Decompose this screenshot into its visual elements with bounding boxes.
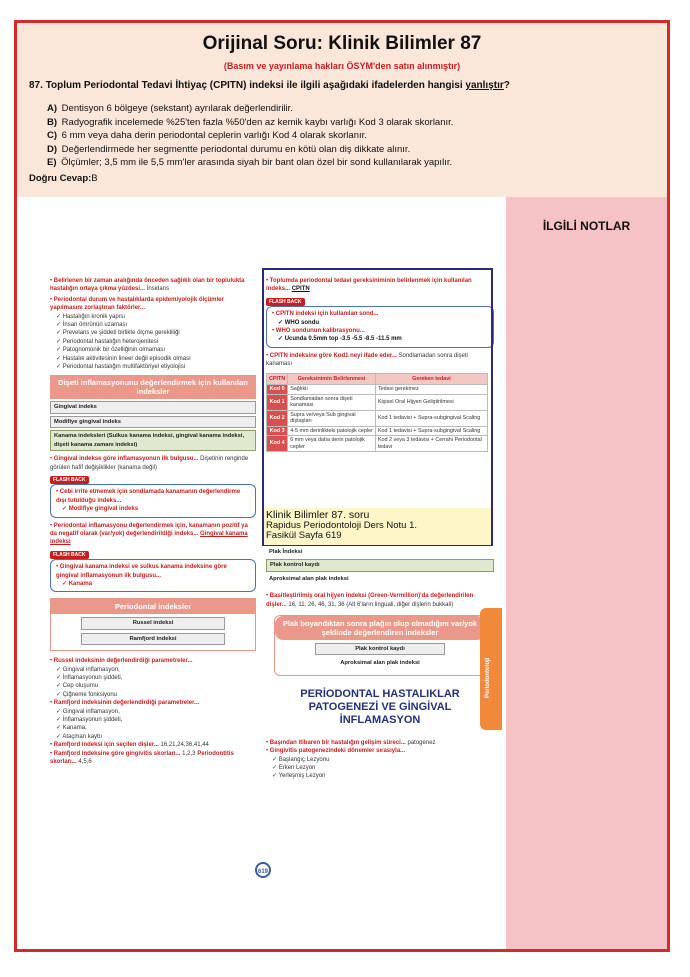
section-title: PERİODONTAL HASTALIKLAR PATOGENEZİ VE GİNGİVAL İNFLAMASYON xyxy=(300,687,460,726)
table-row: Gingival indeks xyxy=(50,401,256,413)
option-d xyxy=(47,143,657,157)
list-item: ✓ Hastalık aktivitesinin lineer değil episodik olması xyxy=(56,355,191,362)
option-letter: E) xyxy=(47,157,57,168)
list-item: ✓ Periodontal hastalığın heterojenitesi xyxy=(56,338,159,345)
table-row: Plak İndeksi xyxy=(266,547,494,557)
table-row: Russel indeksi xyxy=(81,617,225,629)
flashback-badge: FLASH BACK xyxy=(266,298,305,306)
option-text: 6 mm veya daha derin periodontal ceplerin varlığı Kod 4 olarak skorlanır. xyxy=(61,130,367,141)
page-title: Orijinal Soru: Klinik Bilimler 87 xyxy=(202,33,482,54)
list-item: ✓ Gingival inflamasyon, xyxy=(56,666,120,673)
question-keyword: yanlıştır xyxy=(465,80,504,91)
option-letter: A) xyxy=(47,103,58,114)
flashback-badge: FLASH BACK xyxy=(50,476,89,484)
list-item: ✓ Çiğneme fonksiyonu xyxy=(56,691,118,698)
section-tab xyxy=(480,608,502,730)
box-title: Plak boyandıktan sonra plağın olup olmadığını var/yok şeklinde değerlendiren indeksler xyxy=(275,616,485,640)
option-text: Dentisyon 6 bölgeye (sekstant) ayrılarak değerlendirilir. xyxy=(61,103,293,114)
list-item: ✓ Prevelans ve şiddeti birlikte ölçme gerekliliği xyxy=(56,330,180,337)
options-list xyxy=(47,102,657,170)
reference-note xyxy=(264,508,491,545)
gingival-indices-box xyxy=(50,375,256,451)
highlight-frame xyxy=(262,268,493,546)
list-item: ✓ Hastalığın kronik yapısı xyxy=(56,313,126,320)
option-b xyxy=(47,116,657,130)
left-column xyxy=(50,277,256,766)
reference-line: Fasikül Sayfa 619 xyxy=(266,530,342,541)
option-letter: D) xyxy=(47,143,58,155)
table-header: Gereken tedavi xyxy=(375,373,487,385)
option-a xyxy=(47,102,657,116)
table-row: Kod 3 4-5 mm derinlikteki patolojik cepler Kod 1 tedavisi + Supra-subgingival Scaling xyxy=(267,426,488,436)
list-item: ✓ Periodontal hastalığın multifaktöriyel etiyolojisi xyxy=(56,364,186,371)
flashback-box: FLASH BACK • Gingival kanama indeksi ve sulkus kanama indeksine göre gingival inflamasyonun ilk bulgusu... ✓ Kanama xyxy=(50,551,256,593)
copyright-note: (Basım ve yayınlama hakları ÖSYM'den satın alınmıştır) xyxy=(223,61,461,71)
note-gingival-index: • Gingival indekse göre inflamasyonun ilk bulgusu... Dişetinin renginde görülen hafif değişiklikler (kanama değil) xyxy=(50,456,249,471)
box-title: Periodontal indeksler xyxy=(51,599,255,614)
answer-value: B xyxy=(91,173,98,184)
page-number: 619 xyxy=(255,862,271,878)
list-item: ✓ Ataçman kaybı xyxy=(56,733,103,740)
list-item: ✓ İnflamasyonun şiddeti, xyxy=(56,675,123,681)
notes-title: İLGİLİ NOTLAR xyxy=(542,219,631,233)
note-ohi: • Basitleştirilmiş oral hijyen indeksi (Green-Vermillion)'da değerlendirilen dişler... 16, 11, 26, 46, 31, 36 (Alt 6'ların linguali, diğer dişlerin bukkali) xyxy=(266,593,474,608)
table-header: CPITN xyxy=(267,373,288,385)
reference-line: Klinik Bilimler 87. soru xyxy=(266,509,370,521)
question-stem xyxy=(29,79,654,92)
list-item: ✓ Cep oluşumu xyxy=(56,683,99,690)
table-row: Kod 0 Sağlıklı Tedavi gerekmez xyxy=(267,385,488,395)
note-gingivitis-stages: • Gingivitis patogenezindeki dönemler sırasıyla... xyxy=(266,748,406,755)
table-row: Kanama indeksleri (Sulkus kanama indeksi, gingival kanama indeksi, dişeti kanama zamanı indeksi) xyxy=(50,430,256,451)
table-row: Kod 2 Supra ve/veya Sub gingival diştaşları Kod 1 tedavisi + Supra-subgingival Scaling xyxy=(267,410,488,426)
note-ramfjord: • Ramfjord indeksinin değerlendirdiği parametreler... xyxy=(50,700,200,707)
section-tab-label: Periodontoloji xyxy=(485,657,491,698)
option-text: Ölçümler; 3,5 mm ile 5,5 mm'ler arasında siyah bir bant olan özel bir sond kullanılarak yapılır. xyxy=(61,157,453,168)
right-column-lower xyxy=(266,545,494,781)
list-item: ✓ Erken Lezyon xyxy=(272,765,316,772)
table-row: Plak kontrol kaydı xyxy=(315,643,445,655)
correct-answer xyxy=(29,173,98,184)
option-c xyxy=(47,129,657,143)
option-letter: B) xyxy=(47,116,58,128)
box-title: Dişeti inflamasyonunu değerlendirmek için kullanılan indeksler xyxy=(50,375,256,399)
flashback-badge: FLASH BACK xyxy=(50,551,89,559)
question-number: 87. xyxy=(29,80,43,91)
table-header: Gereksinimin Belirlenmesi xyxy=(288,373,376,385)
list-item: ✓ Kanama, xyxy=(56,725,87,732)
question-text: Toplum Periodontal Tedavi İhtiyaç (CPITN) indeksi ile ilgili aşağıdaki ifadelerden hangisi xyxy=(45,80,463,91)
list-item: ✓ İnsan ömrünün uzaması xyxy=(56,322,128,329)
note-bleeding-index: • Periodontal inflamasyonu değerlendirmek için, kanamanın pozitif ya da negatif olarak (var/yok) değerlendirildiği indeks... Gingival kanama indeksi xyxy=(50,522,248,546)
table-row: Modifiye gingival indeks xyxy=(50,416,256,428)
reference-line: Rapidus Periodontoloji Ders Notu 1. xyxy=(266,519,418,531)
note-ramfjord-scores: • Ramfjord indeksine göre gingivitis skorları... 1,2,3 Periodontitis skorları... 4,5,6 xyxy=(50,750,234,766)
notes-panel xyxy=(506,197,667,949)
table-row: Aproksimal alan plak indeksi xyxy=(315,658,445,668)
list-item: ✓ İnflamasyonun şiddeti, xyxy=(56,717,123,724)
option-text: Radyografik incelemede %25'ten fazla %50'den az kemik kaybı varlığı Kod 3 olarak skorlanır. xyxy=(61,116,454,128)
flashback-answer: ✓ Ucunda 0.5mm top -3.5 -5.5 -8.5 -11.5 mm xyxy=(278,336,402,343)
plaque-indices-box xyxy=(274,615,486,676)
note-incidence: • Belirlenen bir zaman aralığında önceden sağlıklı olan bir toplulukta hastalığın ortaya çıkma yüzdesi... İnsidans xyxy=(50,278,245,293)
flashback-box: FLASH BACK • CPITN indeksi için kullanılan sond... ✓ WHO sondu • WHO sondunun kalibrasyonu... ✓ Ucunda 0.5mm top -3.5 -5.5 -8.5 -11.5 mm xyxy=(266,298,494,348)
question-panel xyxy=(17,23,667,197)
flashback-answer: ✓ WHO sondu xyxy=(278,319,320,326)
note-russel: • Russel indeksinin değerlendirdiği parametreler... xyxy=(50,658,193,665)
note-pathogenesis: • Başından itibaren bir hastalığın gelişim süreci... patogenez xyxy=(266,739,436,746)
question-mark: ? xyxy=(503,80,510,91)
bottom-divider xyxy=(17,949,667,952)
option-e xyxy=(47,156,657,170)
flashback-box: FLASH BACK • Cebi irrite etmemek için sondlamada kanamanın değerlendirme dışı tutulduğu indeks... ✓ Modifiye gingival indeks xyxy=(50,476,256,518)
periodontal-indices-box xyxy=(50,598,256,651)
table-row: Kod 1 Sondlamadan sonra dişeti kanaması Kişisel Oral Hijyen Geliştirilmesi xyxy=(267,394,488,410)
option-letter: C) xyxy=(47,130,58,141)
list-item: ✓ Patognomonik bir özelliğinin olmaması xyxy=(56,347,166,354)
list-item: ✓ Başlangıç Lezyonu xyxy=(272,756,330,763)
answer-label: Doğru Cevap: xyxy=(29,173,92,184)
table-row: Kod 4 6 mm veya daha derin patolojik cepler Kod 2 veya 3 tedavisi + Cerrahi Periodontal tedavi xyxy=(267,436,488,452)
note-cpitn: • Toplumda periodontal tedavi gereksiniminin belirlenmek için kullanılan indeks... CPITN xyxy=(266,278,472,293)
flashback-answer: ✓ Kanama xyxy=(62,580,93,587)
table-row: Ramfjord indeksi xyxy=(81,633,225,645)
table-row: Plak kontrol kaydı xyxy=(266,559,494,571)
list-item: ✓ Gingival inflamasyon, xyxy=(56,708,120,715)
option-text: Değerlendirmede her segmentte periodontal durumu en kötü olan diş dikkate alınır. xyxy=(61,143,411,155)
note-ramfjord-teeth: • Ramfjord indeksi için seçilen dişler... 16,21,24,36,41,44 xyxy=(50,742,209,749)
flashback-answer: ✓ Modifiye gingival indeks xyxy=(62,506,139,513)
list-item: ✓ Yerleşmiş Lezyon xyxy=(272,773,326,780)
note-kod1: • CPITN indeksine göre Kod1 neyi ifade eder... Sondlamadan sonra dişeti kanaması xyxy=(266,352,468,368)
table-row: Aproksimal alan plak indeksi xyxy=(266,574,494,584)
note-factors: • Periodontal durum ve hastalıklarda epidemiyolojik ölçümler yapılmasını zorlaştıran faktörler... xyxy=(50,296,224,312)
